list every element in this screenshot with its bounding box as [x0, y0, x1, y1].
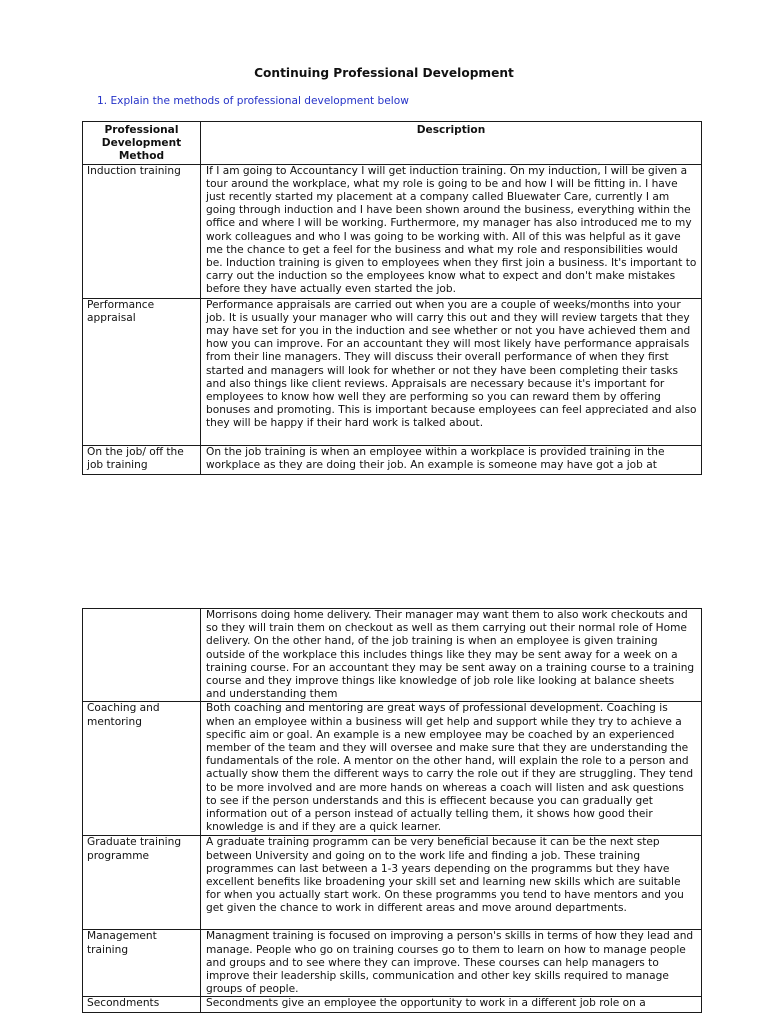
- description-cell: If I am going to Accountancy I will get induction training. On my induction, I will be given a tour around the workplace, what my role is going to be and how I will be fitting in. I have just recently started my placement at a company called Bluewater Care, currently I am going through induction and I have been shown around the business, everything within the office and where I will be working. Furthermore, my manager has also introduced me to my work colleagues and who I was going to be working with. All of this was helpful as it gave me the chance to get a feel for the business and what my role and responsibilities would be. Induction training is given to employees when they first join a business. It's important to carry out the induction so the employees know what to expect and don't make mistakes before they have actually even started the job.: [201, 164, 702, 298]
- question-text: 1. Explain the methods of professional development below: [97, 95, 409, 107]
- table-row: [83, 609, 702, 702]
- method-cell: Management training: [83, 930, 201, 997]
- description-cell: A graduate training programm can be very beneficial because it can be the next step between University and going on to the work life and finding a job. These training programmes can last between a 1-3 years depending on the programms but they have excellent benefits like broadening your skill set and learning new skills which are suitable for when you actually start work. On these programms you tend to have mentors and you get given the chance to work in different areas and move around departments.: [201, 836, 702, 930]
- description-cell: Performance appraisals are carried out when you are a couple of weeks/months into your job. It is usually your manager who will carry this out and they will review targets that they may have set for you in the induction and see whether or not you have achieved them and how you can improve. For an accountant they will most likely have performance appraisals from their line managers. They will discuss their overall performance of when they first started and managers will look for whether or not they have been completing their tasks and also things like client reviews. Appraisals are necessary because it's important for employees to know how well they are performing so you can reward them by offering bonuses and promoting. This is important because employees can feel appreciated and also they will be happy if their hard work is talked about.: [201, 298, 702, 445]
- method-cell: On the job/ off the job training: [83, 445, 201, 474]
- table-row: [83, 836, 702, 930]
- method-cell: [83, 609, 201, 702]
- cpd-table-top: [82, 121, 702, 475]
- method-cell: Coaching and mentoring: [83, 702, 201, 836]
- table-row: [83, 997, 702, 1013]
- table-row: [83, 445, 702, 474]
- description-header: Description: [201, 122, 702, 165]
- table-row: [83, 298, 702, 445]
- description-cell: On the job training is when an employee within a workplace is provided training in the workplace as they are doing their job. An example is someone may have got a job at: [201, 445, 702, 474]
- description-cell: Managment training is focused on improving a person's skills in terms of how they lead and manage. People who go on training courses go to them to learn on how to manage people and groups and to see where they can improve. These courses can help managers to improve their leadership skills, communication and other key skills required to manage groups of people.: [201, 930, 702, 997]
- method-cell: Performance appraisal: [83, 298, 201, 445]
- description-cell: Secondments give an employee the opportunity to work in a different job role on a: [201, 997, 702, 1013]
- method-cell: Secondments: [83, 997, 201, 1013]
- method-cell: Induction training: [83, 164, 201, 298]
- table-row: [83, 930, 702, 997]
- table-header-row: [83, 122, 702, 165]
- method-header: Professional Development Method: [83, 122, 201, 165]
- method-cell: Graduate training programme: [83, 836, 201, 930]
- table-row: [83, 702, 702, 836]
- page-title: Continuing Professional Development: [254, 66, 514, 80]
- cpd-table-bottom: [82, 608, 702, 1013]
- description-cell: Morrisons doing home delivery. Their manager may want them to also work checkouts and so they will train them on checkout as well as them carrying out their normal role of Home delivery. On the other hand, of the job training is when an employee is given training outside of the workplace this includes things like they may be sent away for a week on a training course. For an accountant they may be sent away on a training course to a training course and they improve things like knowledge of job role like looking at balance sheets and understanding them: [201, 609, 702, 702]
- table-row: [83, 164, 702, 298]
- description-cell: Both coaching and mentoring are great ways of professional development. Coaching is when an employee within a business will get help and support while they try to achieve a specific aim or goal. An example is a new employee may be coached by an experienced member of the team and they will oversee and make sure that they are understanding the fundamentals of the role. A mentor on the other hand, will explain the role to a person and actually show them the different ways to carry the role out if they are struggling. They tend to be more involved and are more hands on whereas a coach will listen and ask questions to see if the person understands and this is effiecent because you can gradually get information out of a person instead of actually telling them, it shows how good their knowledge is and if they are a quick learner.: [201, 702, 702, 836]
